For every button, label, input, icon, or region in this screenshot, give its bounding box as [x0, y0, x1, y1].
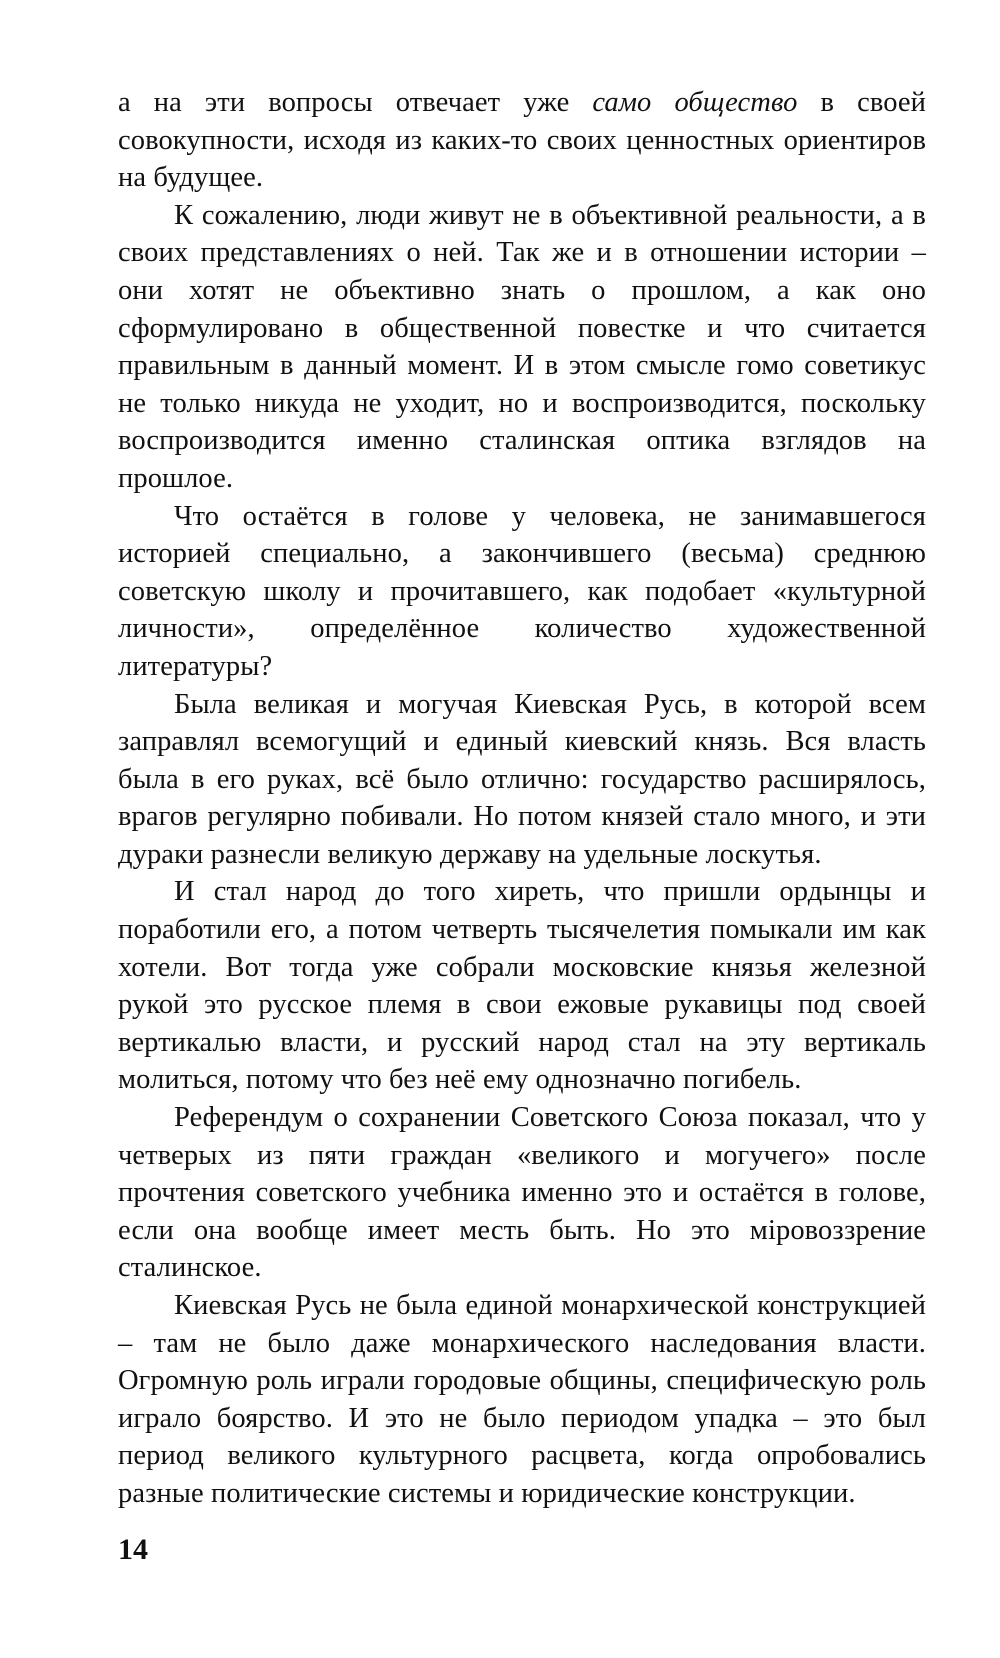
paragraph-6: Референдум о сохранении Советского Союза показал, что у четверых из пяти граждан «великого и могучего» после прочтения советского учебника именно это и остаётся в голове, если она вообще имеет месть быть. Но это міровоззрение сталинское.: [118, 1102, 926, 1284]
paragraph-7: Киевская Русь не была единой монархической конструкцией – там не было даже монархического наследования власти. Огромную роль играли городовые общины, специфическую роль играло боярство. И это не было периодом упадка – это был период великого культурного расцвета, когда опробовались разные политические системы и юридические конструкции.: [118, 1290, 926, 1509]
paragraph-1-after: в своей совокупности, исходя из каких-то своих ценностных ориентиров на будущее.: [118, 87, 926, 194]
emphasis-society: само общество: [592, 87, 798, 118]
paragraph-1-before: а на эти вопросы отвечает уже: [118, 87, 593, 118]
paragraph-5: И стал народ до того хиреть, что пришли ордынцы и поработили его, а потом четверть тысячелетия помыкали им как хотели. Вот тогда уже собрали московские князья железной рукой это русское племя в свои ежовые рукавицы под своей вертикалью власти, и русский народ стал на эту вертикаль молиться, потому что без неё ему однозначно погибель.: [118, 876, 926, 1096]
paragraph-1: [118, 84, 926, 197]
page-number: 14: [118, 1533, 148, 1566]
paragraph-4: Была великая и могучая Киевская Русь, в которой всем заправлял всемогущий и единый киевский князь. Вся власть была в его руках, всё было отлично: государство расширялось, врагов регулярно побивали. Но потом князей стало много, и эти дураки разнесли великую державу на удельные лоскутья.: [118, 688, 926, 870]
paragraph-3: Что остаётся в голове у человека, не занимавшегося историей специально, а закончившего (весьма) среднюю советскую школу и прочитавшего, как подобает «культурной личности», определённое количество художественной литературы?: [118, 500, 926, 682]
paragraph-2: К сожалению, люди живут не в объективной реальности, а в своих представлениях о ней. Так же и в отношении истории – они хотят не объективно знать о прошлом, а как оно сформулировано в общественной повестке и что считается правильным в данный момент. И в этом смысле гомо советикус не только никуда не уходит, но и воспроизводится, поскольку воспроизводится именно сталинская оптика взглядов на прошлое.: [118, 199, 926, 494]
body-text: [118, 84, 926, 1513]
